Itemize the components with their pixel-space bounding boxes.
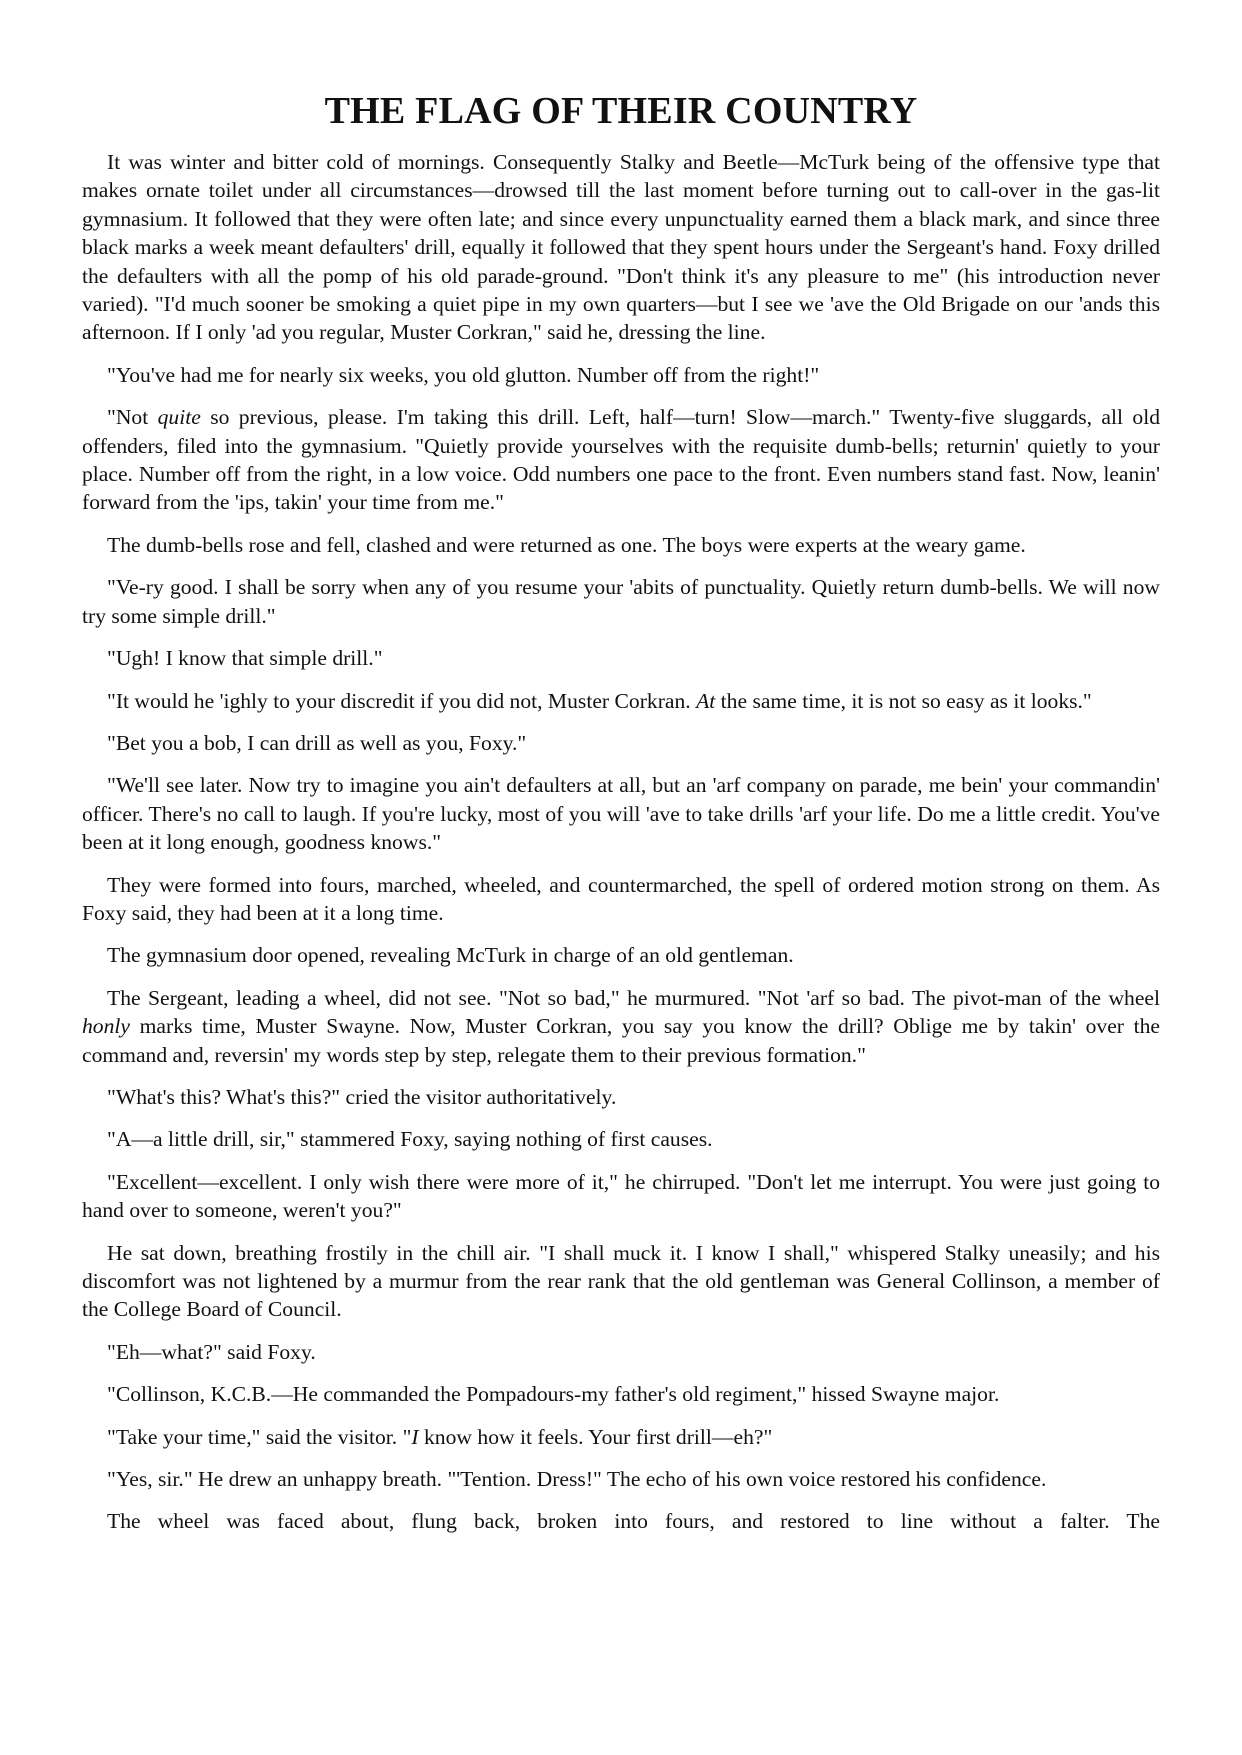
paragraph <box>82 573 1160 630</box>
paragraph <box>82 644 1160 672</box>
text-run: "Ugh! I know that simple drill." <box>107 646 383 671</box>
text-run: "Yes, sir." He drew an unhappy breath. "'Tention. Dress!" The echo of his own voice restored his confidence. <box>107 1467 1047 1492</box>
paragraph <box>82 403 1160 517</box>
text-run: The dumb-bells rose and fell, clashed and were returned as one. The boys were experts at the weary game. <box>107 532 1026 557</box>
text-run: The wheel was faced about, flung back, broken into fours, and restored to line without a falter. The <box>107 1509 1160 1534</box>
paragraph <box>82 1239 1160 1324</box>
text-run: The Sergeant, leading a wheel, did not see. "Not so bad," he murmured. "Not 'arf so bad. The pivot-man of the wheel <box>107 985 1160 1010</box>
text-run: It was winter and bitter cold of mornings. Consequently Stalky and Beetle—McTurk being of the offensive type that makes ornate toilet under all circumstances—drowsed till the last moment before turning out to call-over in the gas-lit gymnasium. It followed that they were often late; and since every unpunctuality earned them a black mark, and since three black marks a week meant defaulters' drill, equally it followed that they spent hours under the Sergeant's hand. Foxy drilled the defaulters with all the pomp of his old parade-ground. "Don't think it's any pleasure to me" (his introduction never varied). "I'd much sooner be smoking a quiet pipe in my own quarters—but I see we 'ave the Old Brigade on our 'ands this afternoon. If I only 'ad you regular, Muster Corkran," said he, dressing the line. <box>82 150 1160 345</box>
text-run: "What's this? What's this?" cried the visitor authoritatively. <box>107 1084 617 1109</box>
paragraph <box>82 984 1160 1069</box>
paragraph <box>82 1507 1160 1535</box>
text-run: "You've had me for nearly six weeks, you old glutton. Number off from the right!" <box>107 362 820 387</box>
text-run: "Ve-ry good. I shall be sorry when any of you resume your 'abits of punctuality. Quietly return dumb-bells. We will now try some simple drill." <box>82 575 1160 628</box>
paragraph <box>82 1380 1160 1408</box>
paragraph <box>82 1423 1160 1451</box>
paragraph <box>82 1083 1160 1111</box>
paragraph <box>82 687 1160 715</box>
paragraph <box>82 361 1160 389</box>
paragraph <box>82 148 1160 347</box>
text-run: He sat down, breathing frostily in the chill air. "I shall muck it. I know I shall," whispered Stalky uneasily; and his discomfort was not lightened by a murmur from the rear rank that the old gentleman was General Collinson, a member of the College Board of Council. <box>82 1240 1160 1322</box>
text-run: "Take your time," said the visitor. " <box>107 1424 412 1449</box>
paragraph <box>82 729 1160 757</box>
paragraph <box>82 1338 1160 1366</box>
emphasis-text: I <box>411 1424 419 1449</box>
paragraph <box>82 1465 1160 1493</box>
paragraph <box>82 531 1160 559</box>
text-run: "Excellent—excellent. I only wish there were more of it," he chirruped. "Don't let me interrupt. You were just going to hand over to someone, weren't you?" <box>82 1169 1160 1223</box>
text-run: the same time, it is not so easy as it looks." <box>715 688 1092 713</box>
text-run: "Collinson, K.C.B.—He commanded the Pompadours-my father's old regiment," hissed Swayne major. <box>107 1382 1000 1407</box>
paragraph <box>82 871 1160 928</box>
text-run: "It would he 'ighly to your discredit if you did not, Muster Corkran. <box>107 688 697 713</box>
text-run: "A—a little drill, sir," stammered Foxy, saying nothing of first causes. <box>107 1127 713 1152</box>
emphasis-text: At <box>696 688 716 713</box>
chapter-body <box>82 148 1160 1536</box>
emphasis-text: honly <box>82 1014 130 1039</box>
paragraph <box>82 1125 1160 1153</box>
text-run: know how it feels. Your first drill—eh?" <box>418 1424 773 1449</box>
text-run: "Eh—what?" said Foxy. <box>107 1339 316 1364</box>
emphasis-text: quite <box>157 405 201 430</box>
chapter-title: THE FLAG OF THEIR COUNTRY <box>324 90 918 132</box>
text-run: The gymnasium door opened, revealing McTurk in charge of an old gentleman. <box>107 943 794 968</box>
text-run: so previous, please. I'm taking this drill. Left, half—turn! Slow—march." Twenty-five sluggards, all old offenders, filed into the gymnasium. "Quietly provide yourselves with the requisite dumb-bells; returnin' quietly to your place. Number off from the right, in a low voice. Odd numbers one pace to the front. Even numbers stand fast. Now, leanin' forward from the 'ips, takin' your time from me." <box>82 405 1160 515</box>
paragraph <box>82 941 1160 969</box>
text-run: They were formed into fours, marched, wheeled, and countermarched, the spell of ordered motion strong on them. As Foxy said, they had been at it a long time. <box>82 872 1160 925</box>
paragraph <box>82 1168 1160 1225</box>
text-run: "We'll see later. Now try to imagine you ain't defaulters at all, but an 'arf company on parade, me bein' your commandin' officer. There's no call to laugh. If you're lucky, most of you will 'ave to take drills 'arf your life. Do me a little credit. You've been at it long enough, goodness knows." <box>82 773 1160 855</box>
text-run: "Bet you a bob, I can drill as well as you, Foxy." <box>107 730 527 755</box>
text-run: "Not <box>107 405 158 430</box>
text-run: marks time, Muster Swayne. Now, Muster Corkran, you say you know the drill? Oblige me by takin' over the command and, reversin' my words step by step, relegate them to their previous formation." <box>82 1014 1160 1067</box>
paragraph <box>82 771 1160 856</box>
